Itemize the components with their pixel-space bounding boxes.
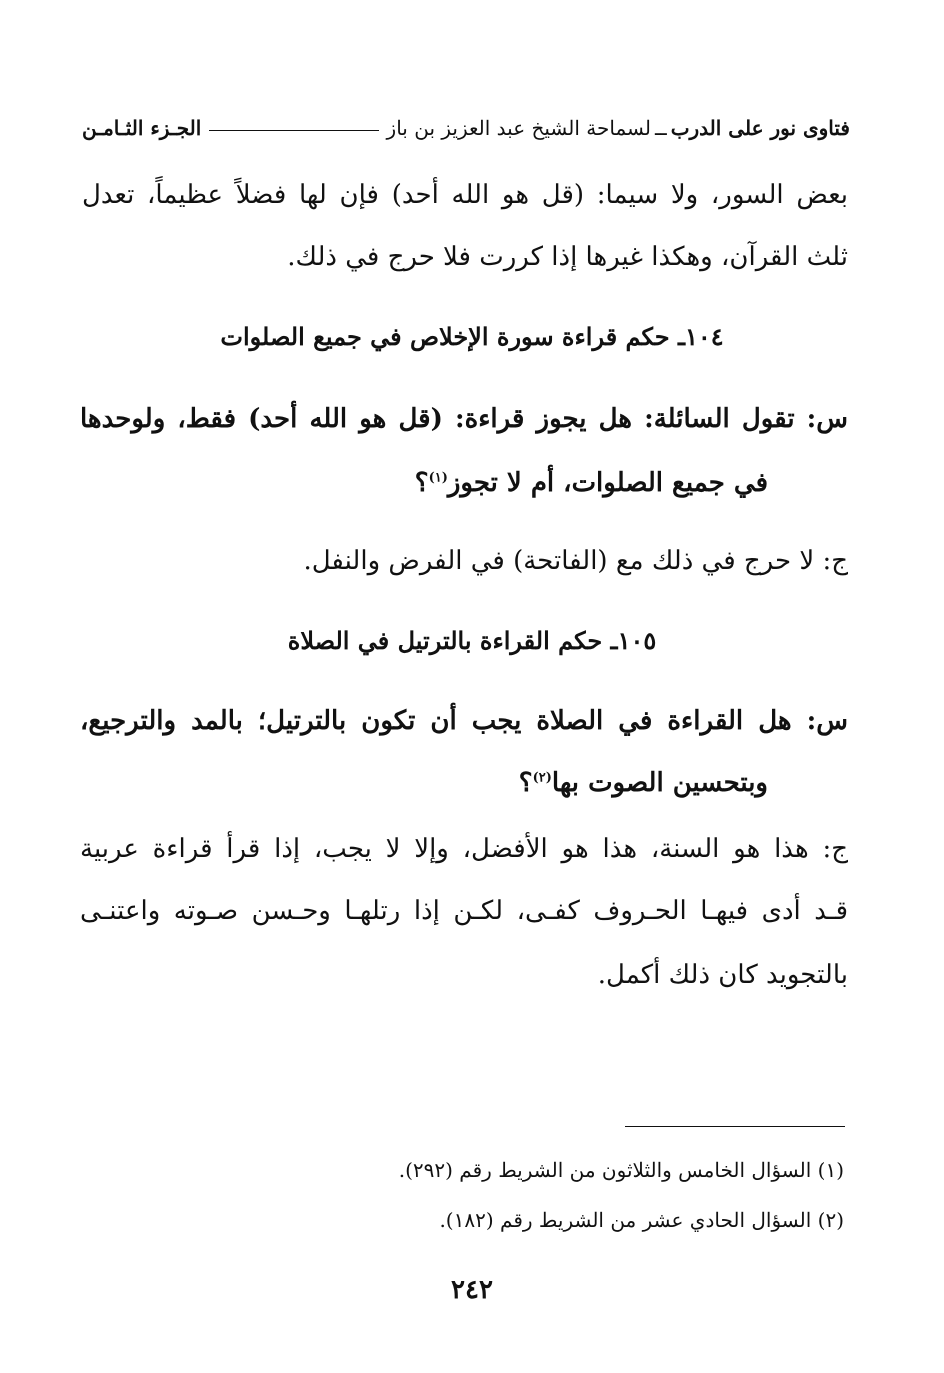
- footnote-rule: [625, 1126, 845, 1127]
- question-105-text: وبتحسين الصوت بها: [551, 768, 768, 798]
- question-104-line-1: س: تقول السائلة: هل يجوز قراءة: (قل هو الله أحد) فقط، ولوحدها: [80, 404, 848, 434]
- header-rule: [209, 130, 378, 131]
- answer-104: ج: لا حرج في ذلك مع (الفاتحة) في الفرض والنفل.: [303, 546, 848, 576]
- footnote-2: (٢) السؤال الحادي عشر من الشريط رقم (١٨٢).: [439, 1208, 844, 1232]
- question-105-line-1: س: هل القراءة في الصلاة يجب أن تكون بالترتيل؛ بالمد والترجيع،: [80, 706, 848, 736]
- series-title: فتاوى نور على الدرب: [670, 116, 850, 140]
- page-number: ٢٤٢: [451, 1275, 493, 1305]
- footnote-ref-2: (٢): [532, 770, 552, 786]
- intro-line-1: بعض السور، ولا سيما: (قل هو الله أحد) فإن لها فضلاً عظيماً، تعدل: [82, 180, 848, 210]
- question-105-line-2: [519, 768, 768, 799]
- section-heading-105: ١٠٥ـ حكم القراءة بالترتيل في الصلاة: [287, 626, 657, 655]
- section-heading-104: ١٠٤ـ حكم قراءة سورة الإخلاص في جميع الصلوات: [220, 322, 724, 351]
- answer-105-line-2: قـد أدى فيهـا الحـروف كفـى، لكـن إذا رتلهـا وحـسن صـوته واعتنـى: [80, 896, 848, 926]
- running-header: [82, 108, 850, 148]
- question-104-line-2: [415, 468, 768, 499]
- author-line: لسماحة الشيخ عبد العزيز بن باز: [386, 116, 651, 140]
- question-104-text: في جميع الصلوات، أم لا تجوز: [447, 468, 768, 498]
- answer-105-line-3: بالتجويد كان ذلك أكمل.: [597, 960, 848, 990]
- footnote-ref-1: (١): [428, 470, 448, 486]
- footnote-1: (١) السؤال الخامس والثلاثون من الشريط رقم (٢٩٢).: [398, 1158, 844, 1182]
- question-mark: ؟: [414, 468, 429, 498]
- part-label: الجـزء الثـامـن: [82, 116, 202, 140]
- header-separator: ــ: [654, 116, 667, 140]
- answer-105-line-1: ج: هذا هو السنة، هذا هو الأفضل، وإلا لا يجب، إذا قرأ قراءة عربية: [80, 834, 848, 864]
- question-mark: ؟: [518, 768, 533, 798]
- intro-line-2: ثلث القرآن، وهكذا غيرها إذا كررت فلا حرج في ذلك.: [287, 242, 848, 272]
